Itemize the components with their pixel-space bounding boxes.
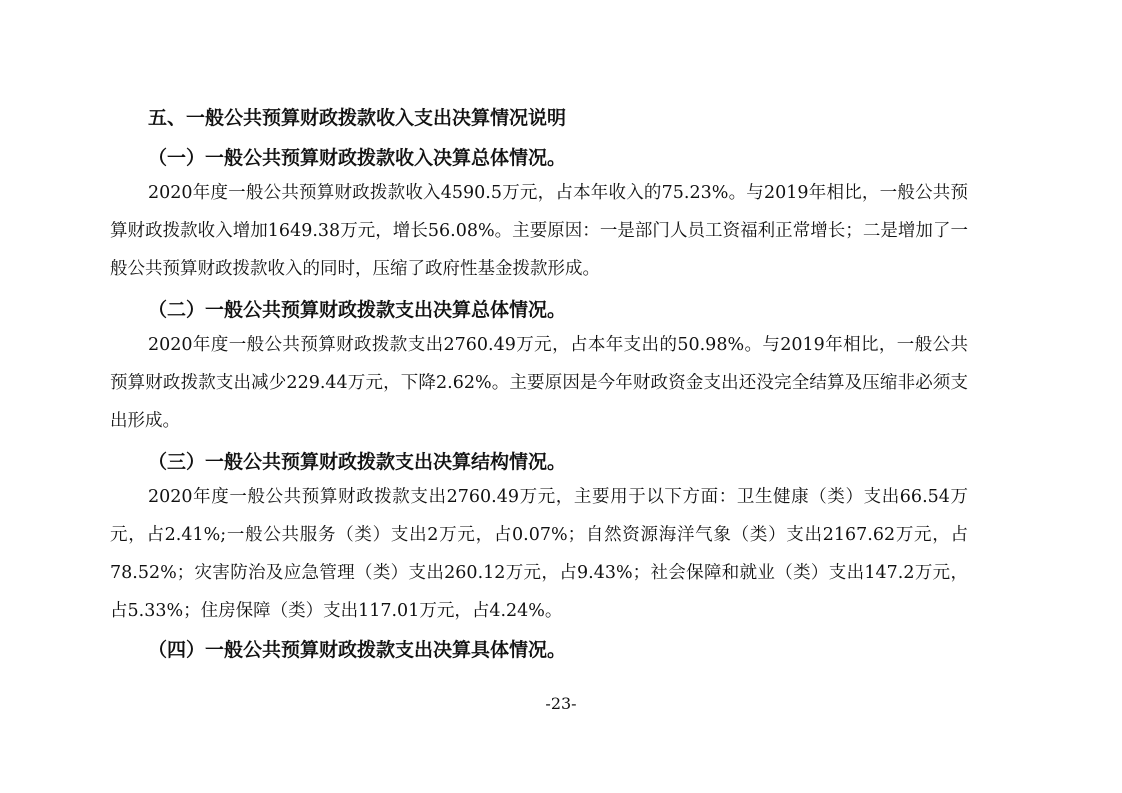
subsection-body-2: 2020年度一般公共预算财政拨款支出2760.49万元，占本年支出的50.98%。与2019年相比，一般公共预算财政拨款支出减少229.44万元，下降2.62%。主要原因是今年财政资金支出还没完全结算及压缩非必须支出形成。 [110, 335, 968, 431]
subsection-body-1: 2020年度一般公共预算财政拨款收入4590.5万元，占本年收入的75.23%。与2019年相比，一般公共预算财政拨款收入增加1649.38万元，增长56.08%。主要原因：一是部门人员工资福利正常增长；二是增加了一般公共预算财政拨款收入的同时，压缩了政府性基金拨款形成。 [110, 183, 968, 279]
subsection-body-3: 2020年度一般公共预算财政拨款支出2760.49万元，主要用于以下方面：卫生健康（类）支出66.54万元，占2.41%;一般公共服务（类）支出2万元，占0.07%；自然资源海洋气象（类）支出2167.62万元，占78.52%；灾害防治及应急管理（类）支出260.12万元，占9.43%；社会保障和就业（类）支出147.2万元，占5.33%；住房保障（类）支出117.01万元，占4.24%。 [110, 487, 968, 621]
page-number: -23- [545, 694, 577, 713]
subsection-heading-1: （一）一般公共预算财政拨款收入决算总体情况。 [148, 147, 567, 169]
subsection-heading-2: （二）一般公共预算财政拨款支出决算总体情况。 [148, 299, 567, 321]
subsection-heading-3: （三）一般公共预算财政拨款支出决算结构情况。 [148, 451, 567, 473]
section-title: 五、一般公共预算财政拨款收入支出决算情况说明 [148, 107, 567, 129]
subsection-heading-4: （四）一般公共预算财政拨款支出决算具体情况。 [148, 639, 567, 661]
